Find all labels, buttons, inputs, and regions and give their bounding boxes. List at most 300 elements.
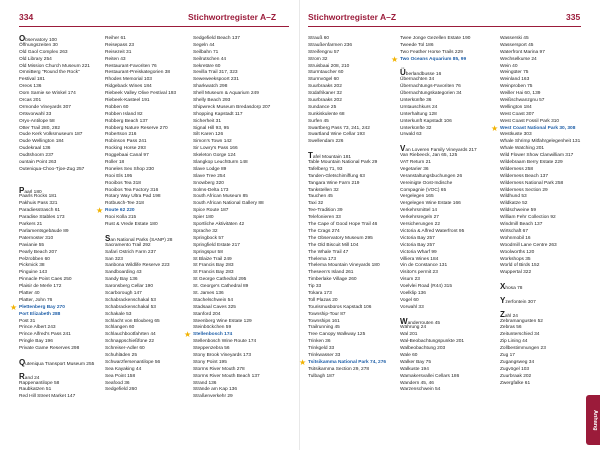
index-entry-text: Verkehrsregeln 27: [400, 215, 439, 221]
section-letter: W: [400, 316, 408, 326]
index-entry: [400, 181, 482, 188]
index-entry-text: Restaurant-Preiskategorien 38: [105, 70, 171, 76]
index-entry-text: Shelly Beach 293: [193, 98, 231, 104]
index-entry-text: Vergelegen 165: [400, 194, 434, 200]
index-entry-text: St. George's Cathedral 89: [193, 284, 249, 290]
index-entry-text[interactable]: Plettenberg Bay 270: [19, 304, 65, 310]
index-entry-text: Wandern 45, 46: [400, 380, 434, 386]
index-entry: [184, 330, 275, 340]
index-entry-text: Sundance 25: [308, 104, 337, 110]
index-entry: [19, 236, 101, 243]
index-entry-text: West Coast Fossil Park 310: [500, 118, 560, 124]
index-entry: [96, 206, 187, 216]
index-entry: [105, 91, 187, 98]
index-entry: [308, 160, 390, 167]
index-entry: [308, 367, 390, 374]
index-entry: [19, 119, 101, 126]
section-letter: R: [19, 371, 25, 381]
index-spacer: [308, 146, 390, 153]
index-entry: [308, 112, 390, 119]
index-entry-text: Robinson Pass 241: [105, 139, 147, 145]
index-entry: [19, 160, 101, 167]
index-entry: [308, 98, 390, 105]
index-entry: [105, 112, 187, 119]
index-entry-text: Sturmtaucher 60: [308, 70, 344, 76]
index-entry: [193, 160, 275, 167]
index-entry-text: Schlangen 60: [105, 325, 135, 331]
index-entry-text: Tee-Tradition 39: [308, 208, 343, 214]
index-entry: [400, 160, 482, 167]
index-entry-text: Währung 24: [400, 325, 427, 331]
index-entry: [500, 250, 582, 257]
index-entry: [193, 394, 275, 401]
index-entry: [19, 98, 101, 105]
header-rule: [308, 26, 581, 27]
section-letter: Q: [19, 357, 26, 367]
index-entry: [193, 229, 275, 236]
index-entry-text: South African Museum 85: [193, 194, 248, 200]
index-entry: [193, 112, 275, 119]
index-entry: [400, 105, 482, 112]
index-entry-text: Tulbagh 187: [308, 373, 335, 379]
index-entry-text: Pelzrobben 60: [19, 256, 50, 262]
index-entry-text: Suurbraaks 202: [308, 98, 342, 104]
index-entry-text: Slave Lodge 89: [193, 166, 227, 172]
index-entry-text: Safari Ostrich Farm 237: [105, 249, 156, 255]
index-entry-text: Rotbusch-Tee 318: [105, 201, 144, 207]
index-entry: [105, 243, 187, 250]
index-entry-text: Stony Brook Vineyards 173: [193, 352, 252, 358]
index-entry-text: Walkuste 194: [400, 366, 429, 372]
index-column-1: [10, 34, 101, 401]
index-entry: [400, 174, 482, 181]
index-entry: [19, 167, 101, 174]
index-entry: [308, 181, 390, 188]
index-entry-text: Rotary Way Ultra Pad 198: [105, 194, 161, 200]
index-entry-text: Pringle Bay 196: [19, 339, 53, 345]
index-entry: [193, 57, 275, 64]
index-entry: [400, 346, 482, 353]
index-entry: [19, 43, 101, 50]
index-entry-text: Übernachtungskategorien 34: [400, 91, 462, 97]
index-entry: [105, 215, 187, 222]
index-entry-text: Westkuste 303: [500, 132, 532, 138]
index-entry-text: World of Birds 152: [500, 263, 540, 269]
section-tab[interactable]: [586, 395, 600, 445]
index-entry: [391, 54, 482, 64]
index-entry-text[interactable]: West Coast National Park 30, 308: [500, 125, 576, 131]
index-entry: [400, 98, 482, 105]
index-entry-text: Wasserski 45: [500, 36, 529, 41]
index-entry: [500, 167, 582, 174]
index-entry-text: Tweede Tol 186: [400, 42, 434, 48]
index-entry-text: Rhodes Memorial 103: [105, 77, 152, 83]
index-entry-text: Tourismusbüros Kapstadt 106: [308, 304, 372, 310]
index-entry: [19, 291, 101, 298]
index-entry: [500, 174, 582, 181]
index-letter-entry: [500, 295, 582, 305]
index-entry-text: Schlacht von Blouberg 65: [105, 318, 160, 324]
index-entry-text: Prince Alfred's Pass 241: [19, 332, 71, 338]
index-entry-text: Trinken 36: [308, 339, 331, 345]
index-entry-text: Township-Tour 87: [308, 311, 346, 317]
index-entry-text: bservatory 100: [25, 38, 57, 43]
index-entry: [400, 91, 482, 98]
index-entry-text: St. James 136: [193, 290, 224, 296]
index-entry: [308, 353, 390, 360]
index-entry: [193, 91, 275, 98]
index-letter-entry: [19, 357, 101, 367]
index-entry: [500, 57, 582, 64]
index-entry: [193, 298, 275, 305]
index-entry-text: Trinkwasser 33: [308, 352, 341, 358]
index-entry: [308, 236, 390, 243]
index-entry-text: Old Library 254: [19, 56, 52, 62]
index-entry: [105, 36, 187, 43]
index-entry-text: Vorwahl 33: [400, 304, 424, 310]
index-entry-text: Orcas 201: [19, 98, 42, 104]
index-entry-text: Straßenverkehr 29: [193, 394, 233, 400]
index-entry-text: Oude Wellington 184: [19, 139, 64, 145]
index-entry-text: Wal 201: [400, 332, 418, 338]
index-entry-text: Vogel 60: [400, 297, 419, 303]
index-entry-text: Van Riebeeck, Jan 65, 125: [400, 153, 458, 159]
index-entry: [400, 291, 482, 298]
index-entry: [105, 98, 187, 105]
index-entry: [105, 284, 187, 291]
index-entry-text: Straußenfarmen 236: [308, 42, 352, 48]
index-entry-text: Wechselkurse 24: [500, 56, 537, 62]
star-icon: ★: [184, 330, 192, 340]
index-entry-text: Reiher 61: [105, 36, 126, 41]
index-spacer: [500, 277, 582, 284]
index-entry-text: Ridgeback Wines 184: [105, 84, 152, 90]
index-entry: [308, 91, 390, 98]
index-entry: [308, 139, 390, 146]
index-entry-text: Wilderness Beach 137: [500, 173, 548, 179]
index-entry-text: Zollbestimmungen 23: [500, 346, 546, 352]
index-entry: [500, 222, 582, 229]
index-entry: [105, 119, 187, 126]
index-entry-text: Platter 40: [19, 290, 40, 296]
star-icon: ★: [391, 54, 399, 64]
section-letter: O: [19, 34, 26, 43]
index-entry: [308, 215, 390, 222]
index-entry-text: Voelklip 136: [400, 290, 426, 296]
index-entry-text: San 323: [105, 256, 123, 262]
index-spacer: [400, 139, 482, 146]
index-entry: [193, 36, 275, 43]
index-entry: [400, 222, 482, 229]
index-entry-text: Stanford 204: [193, 311, 221, 317]
index-entry-text: Versicherungen 22: [400, 222, 441, 228]
index-entry-text: Tangara Wine Farm 219: [308, 180, 360, 186]
index-entry: [19, 215, 101, 222]
index-entry-text: Tsitsikamma Section 29, 278: [308, 366, 370, 372]
index-entry-text[interactable]: Port Elizabeth 288: [19, 311, 61, 317]
index-entry-text: Slangkop Leuchtturm 148: [193, 160, 248, 166]
index-entry: [400, 250, 482, 257]
index-entry: [308, 346, 390, 353]
index-entry-text: Pakhuis Pass 321: [19, 201, 58, 207]
index-entry-text: Timberlake Village 260: [308, 277, 357, 283]
index-entry: [105, 298, 187, 305]
index-entry: [193, 353, 275, 360]
index-entry-text: Schnappschießfüne 22: [105, 339, 155, 345]
index-spacer: [500, 291, 582, 298]
index-entry-text: Wein 40: [500, 63, 518, 69]
index-entry-text: Victoria Wharf 99: [400, 249, 437, 255]
index-entry-text: Seafood 36: [105, 380, 130, 386]
index-entry-text: Schreiser-Adler 60: [105, 346, 145, 352]
index-entry-text: Paternoster 310: [19, 235, 54, 241]
index-entry-text: The Old Biscuit Mill 104: [308, 242, 359, 248]
index-entry-text: Robben Island 82: [105, 111, 143, 117]
index-entry: [400, 243, 482, 250]
index-entry-text: Steinböckchen 59: [193, 325, 232, 331]
index-entry: [299, 357, 390, 367]
index-entry-text: The Whale Trail 47: [308, 249, 349, 255]
index-entry-text: Rust & Vrede Estate 180: [105, 222, 158, 228]
index-entry-text: Compagnie (VOC) 65: [400, 187, 447, 193]
index-entry-text[interactable]: Two Oceans Aquarium 85, 99: [400, 56, 467, 62]
index-entry-text: St Francis Bay 283: [193, 263, 234, 269]
index-entry-text: Paradise Stables 173: [19, 215, 65, 221]
index-entry: [19, 229, 101, 236]
index-entry-text: Pickmick 38: [19, 263, 45, 269]
index-entry-text: aarl 180: [24, 189, 42, 195]
section-letter: P: [19, 185, 25, 195]
index-spacer: [19, 181, 101, 188]
index-entry-text: Stellenbosch Wine Route 174: [193, 339, 257, 345]
index-entry-text: The Cape of Good Hope Trail 46: [308, 222, 378, 228]
index-entry-text: Schlauchbootfahrten 44: [105, 332, 156, 338]
index-entry-text: Stony Point 195: [193, 359, 227, 365]
index-entry: [308, 50, 390, 57]
index-entry: [19, 243, 101, 250]
index-entry-text: Reisepass 23: [105, 42, 135, 48]
index-entry-text: Zip Lining 44: [500, 339, 528, 345]
index-entry-text: Toll Plazas 20: [308, 297, 338, 303]
index-entry-text: Sandboarding 43: [105, 270, 142, 276]
index-entry: [193, 43, 275, 50]
index-entry-text: Tafelberg 71, 93: [308, 166, 343, 172]
index-entry-text: an Loveren Family Vineyards 217: [405, 148, 477, 154]
index-entry: [19, 112, 101, 119]
index-entry-text: Shell Museum & Aquarium 249: [193, 91, 259, 97]
star-icon: ★: [10, 302, 18, 312]
index-column-2: [391, 36, 482, 394]
index-column-1: [299, 36, 390, 381]
index-entry: [193, 174, 275, 181]
index-entry: [500, 367, 582, 374]
index-entry-text: Woolworths 120: [500, 249, 535, 255]
index-entry-text: Thelema 173: [308, 256, 336, 262]
index-entry: [308, 312, 390, 319]
index-entry: [105, 50, 187, 57]
index-entry: [500, 112, 582, 119]
index-entry-text: ountain Point 263: [19, 160, 57, 166]
index-entry-text: Swellendam 226: [308, 139, 344, 145]
index-entry-text: Schwarzfersenantilope 56: [105, 359, 161, 365]
index-entry-text: Wildhund 53: [500, 194, 527, 200]
index-entry-text: Steppenzebra 56: [193, 346, 230, 352]
index-entry-text: Schakale 53: [105, 311, 132, 317]
index-entry-text: Pinguine 143: [19, 270, 48, 276]
index-entry-text: The Crags 274: [308, 228, 340, 234]
index-entry: [308, 229, 390, 236]
index-entry-text: Old Gaol Complex 263: [19, 49, 68, 55]
index-entry-text: Weingüter 75: [500, 70, 529, 76]
index-entry: [500, 374, 582, 381]
index-entry: [400, 167, 482, 174]
index-entry-text: Ortsvorwahl 33: [19, 111, 52, 117]
star-icon: ★: [299, 357, 307, 367]
index-entry-text: Victoria Bay 257: [400, 235, 435, 241]
index-entry: [500, 50, 582, 57]
index-entry: [19, 394, 101, 401]
index-entry-text: Rooibos Tea 318: [105, 180, 141, 186]
index-entry: [105, 346, 187, 353]
index-entry-text: Sharkwatch 298: [193, 84, 228, 90]
index-entry: [400, 36, 482, 43]
index-entry-text: Pinnacle Point Caes 250: [19, 277, 72, 283]
index-entry-text: Spice Route 187: [193, 208, 229, 214]
index-entry-text: Unterkunft Kapstadt 106: [400, 118, 452, 124]
section-letter: Y: [500, 295, 506, 305]
index-entry: [105, 167, 187, 174]
index-entry: [308, 167, 390, 174]
index-entry-text: Öffnungszeiten 30: [19, 42, 58, 48]
index-entry-text: Waterfront Marina 97: [500, 49, 545, 55]
index-entry: [400, 132, 482, 139]
index-entry-text: Taxi 32: [308, 201, 324, 207]
page-number: 335: [566, 12, 581, 22]
index-entry: [400, 284, 482, 291]
index-entry-text: Victoria & Alfred Waterfront 95: [400, 228, 465, 234]
index-entry: [19, 91, 101, 98]
index-letter-entry: [500, 284, 582, 291]
index-entry: [193, 181, 275, 188]
index-entry: [500, 105, 582, 112]
index-entry-text: Zebramangusten 52: [500, 318, 543, 324]
section-letter: X: [500, 282, 506, 292]
index-entry: [19, 50, 101, 57]
index-entry-text: Robberg Nature Reserve 270: [105, 125, 168, 131]
index-entry-text: Wildschweine 59: [500, 208, 536, 214]
index-entry-text: hosa 78: [505, 286, 523, 292]
index-entry: [193, 98, 275, 105]
index-entry-text: Windmill Beach 137: [500, 222, 543, 228]
index-entry-text: St George Cathedral 295: [193, 277, 247, 283]
index-entry: [193, 236, 275, 243]
index-entry-text: Table Mountain National Park 29: [308, 160, 378, 166]
index-entry-text: Tankstellen 32: [308, 187, 339, 193]
index-entry: [500, 353, 582, 360]
index-entry: [308, 36, 390, 43]
index-entry: [500, 36, 582, 43]
index-entry: [400, 387, 482, 394]
index-entry-text: Weinland 163: [500, 77, 530, 83]
index-entry-text: Sir Lowry's Pass 166: [193, 146, 238, 152]
index-entry-text: Snowberg 320: [193, 180, 224, 186]
index-entry-text: Zuurbraak 202: [500, 373, 532, 379]
index-entry-text: Rappenantilope 58: [19, 380, 60, 386]
index-entry: [193, 153, 275, 160]
index-entry-text: Private Game Reserves 298: [19, 346, 80, 352]
index-entry: [308, 243, 390, 250]
index-entry-text: Sunkiskulente 68: [308, 111, 345, 117]
index-entry-text: Surfen 45: [308, 118, 329, 124]
index-entry-text: Wal-Beobachtungspunkte 201: [400, 339, 465, 345]
index-entry-text: Umtauschkurs 24: [400, 104, 438, 110]
index-entry: [308, 250, 390, 257]
index-letter-entry: [19, 371, 101, 381]
index-entry: [491, 123, 582, 133]
index-entry-text: Seilbahn 71: [193, 49, 219, 55]
index-entry-text: Prince Albert 243: [19, 325, 56, 331]
index-entry-text: Zug 17: [500, 352, 515, 358]
index-entry-text: Parkers 21: [19, 222, 43, 228]
index-entry-text: Twee Jonge Gezellen Estate 190: [400, 36, 471, 41]
index-entry-text: Unterhaltung 128: [400, 111, 437, 117]
index-entry-text: Villiera Wines 184: [400, 256, 439, 262]
index-entry: [19, 312, 101, 319]
index-entry-text[interactable]: Route 62 220: [105, 208, 135, 214]
index-entry-text: South African National Gallery 88: [193, 201, 264, 207]
index-entry-text: Sacramento Trail 292: [105, 242, 151, 248]
index-entry-text: Plaisir de Merle 172: [19, 284, 62, 290]
index-entry-text: Visum 23: [400, 277, 420, 283]
index-entry-text: Tauchen 45: [308, 194, 333, 200]
index-entry-text: Roggebaai Canal 97: [105, 153, 149, 159]
index-entry: [105, 360, 187, 367]
index-entry: [19, 222, 101, 229]
index-entry: [105, 250, 187, 257]
index-entry-text: Springfield Estate 217: [193, 242, 240, 248]
index-entry-text: Sea Kayaking 44: [105, 366, 142, 372]
index-entry: [105, 181, 187, 188]
index-entry: [105, 57, 187, 64]
index-entry-text[interactable]: Tsitsikamma National Park 74, 276: [308, 359, 387, 365]
index-entry-text: Storms River Mouth Beach 137: [193, 373, 260, 379]
index-entry-text: Whale Shrimp Mitfahrgelegenheit 131: [500, 139, 581, 145]
index-entry-text: Sanbona Wildlife Reserve 223: [105, 263, 170, 269]
index-entry-text: Shopping Kapstadt 117: [193, 111, 243, 117]
index-entry-text: Signal Hill 93, 95: [193, 125, 229, 131]
index-entry-text: Zugangsweg 34: [500, 359, 535, 365]
index-entry: [400, 43, 482, 50]
index-entry-text: Südafrikaner 32: [308, 91, 342, 97]
index-entry: [500, 98, 582, 105]
index-spacer: [500, 305, 582, 312]
star-icon: ★: [96, 206, 104, 216]
index-column-3: [184, 36, 275, 401]
index-entry-text[interactable]: Stellenbosch 174: [193, 332, 233, 338]
index-entry-text: Unterkünfte 36: [400, 98, 432, 104]
index-entry-text: Swartland Wine Cellar 193: [308, 132, 365, 138]
index-entry: [308, 174, 390, 181]
index-entry-text: Robertson 216: [105, 132, 137, 138]
index-entry: [193, 291, 275, 298]
index-entry-text: Vegetarier 36: [400, 166, 429, 172]
index-entry-text: VAT Return 21: [400, 160, 431, 166]
index-entry: [193, 222, 275, 229]
index-entry-text: Vin de Constance 131: [400, 263, 448, 269]
index-entry-text: Wildkatze 52: [500, 201, 528, 207]
index-entry-text: Vereinigte Oost-Indische: [400, 180, 453, 186]
index-entry: [193, 119, 275, 126]
